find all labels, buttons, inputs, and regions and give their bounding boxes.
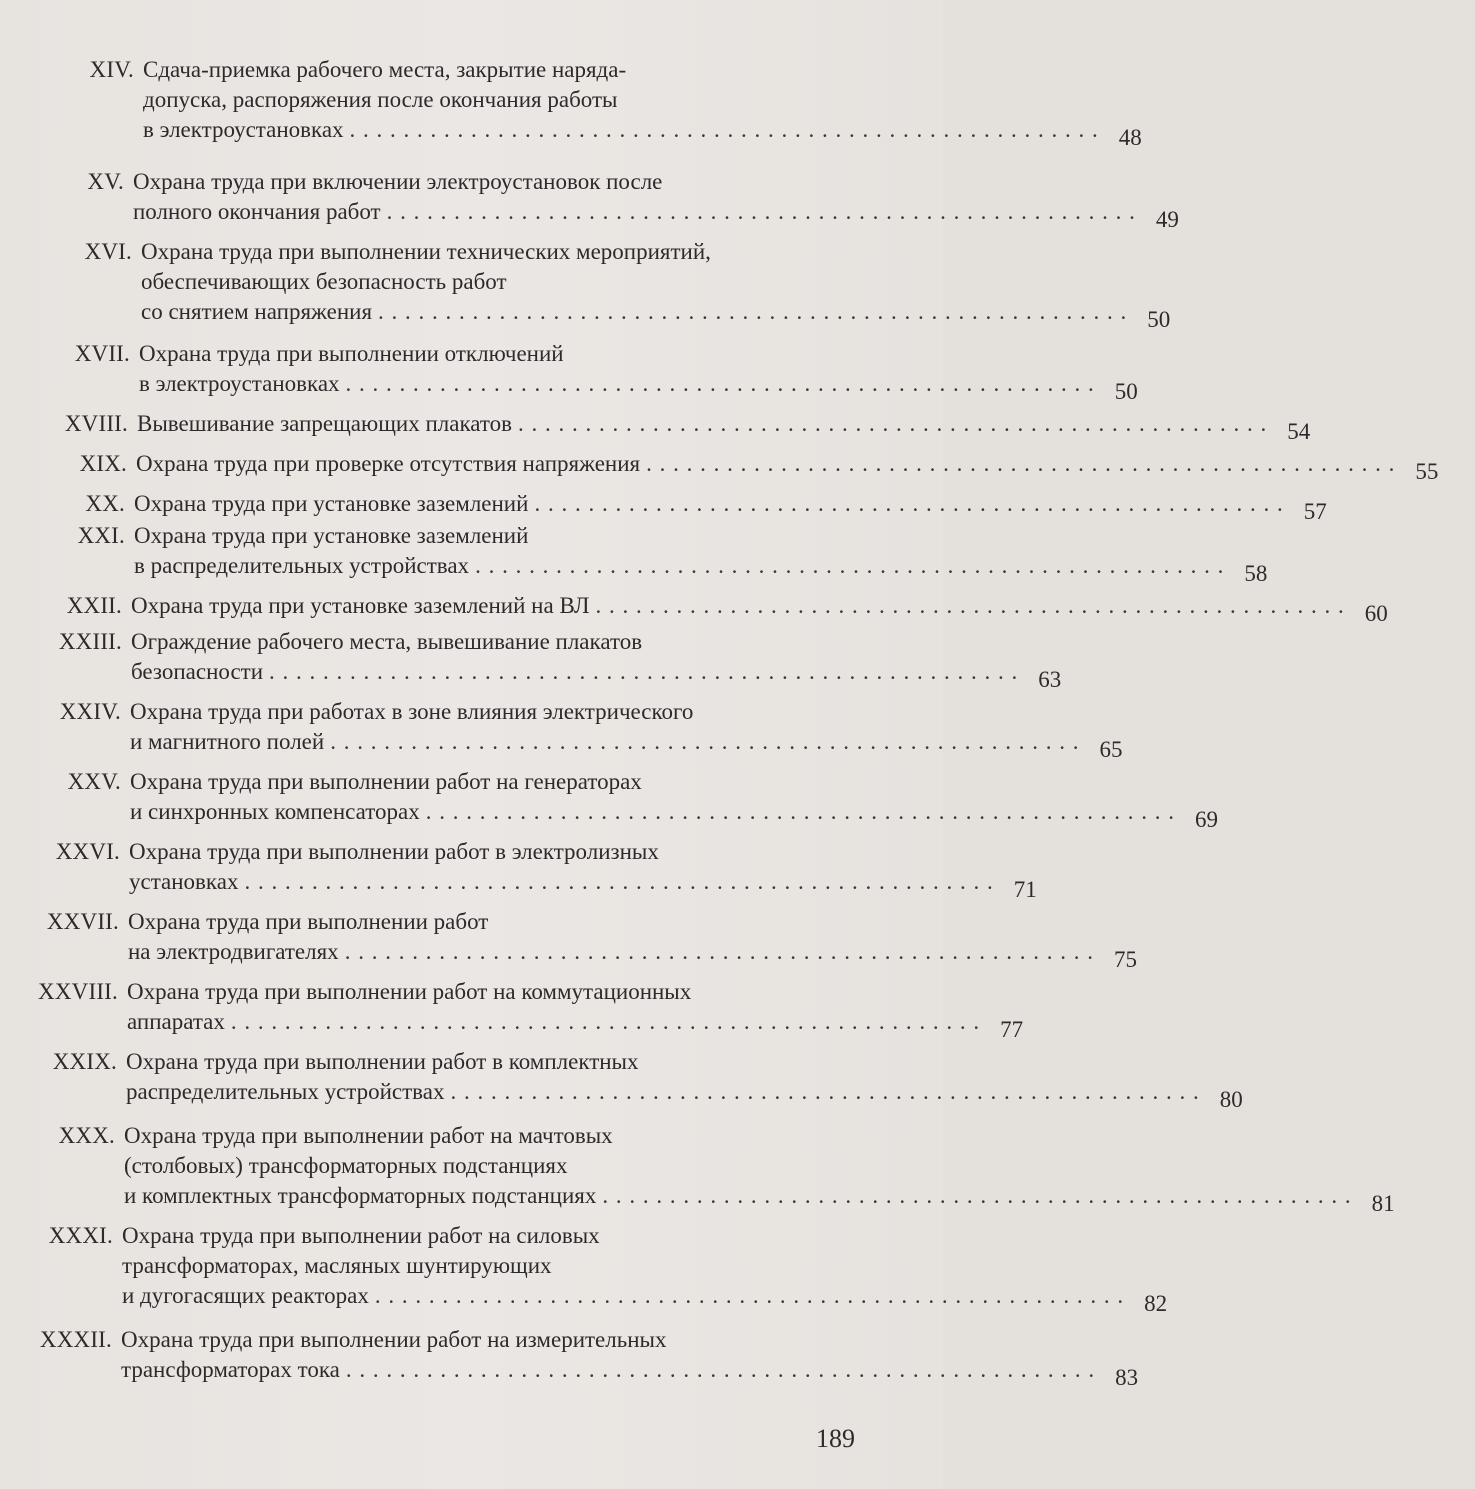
dot-leader <box>339 937 1094 967</box>
toc-entry-title <box>124 1121 1352 1211</box>
toc-entry-title-line: Охрана труда при выполнении работ на силовых <box>122 1223 600 1248</box>
toc-entry-title-line: Сдача-приемка рабочего места, закрытие наряда- <box>143 57 627 82</box>
toc-entry <box>0 767 1218 832</box>
toc-entry-numeral: XXIX. <box>52 1049 117 1074</box>
toc-entry-numeral: XXVII. <box>46 909 119 934</box>
toc-entry-page: 71 <box>1013 877 1037 902</box>
toc-entry-page: 58 <box>1244 561 1268 586</box>
dot-leader <box>590 591 1345 621</box>
toc-entry <box>0 55 1142 150</box>
toc-entry-title-line: Охрана труда при выполнении отключений <box>139 341 564 366</box>
toc-entry-title-line: Охрана труда при выполнении технических мероприятий, <box>141 239 711 264</box>
dot-leader <box>238 867 993 897</box>
toc-entry-title-line: Вывешивание запрещающих плакатов <box>137 411 513 436</box>
toc-entry-page: 81 <box>1371 1191 1395 1216</box>
toc-entry-title-line: со снятием напряжения <box>141 299 373 324</box>
dot-leader <box>444 1077 1199 1107</box>
toc-entry-title-line: Охрана труда при выполнении работ на генераторах <box>130 769 642 794</box>
toc-entry-title <box>121 1325 1095 1385</box>
toc-entry-page: 54 <box>1287 419 1311 444</box>
toc-entry <box>0 837 1037 902</box>
toc-entry-title-line: безопасности <box>131 659 264 684</box>
toc-entry <box>0 1325 1139 1390</box>
toc-entry-page: 69 <box>1194 807 1218 832</box>
toc-entry-numeral: XXV. <box>67 769 121 794</box>
toc-entry <box>0 977 1024 1042</box>
toc-entry-title <box>141 237 1127 327</box>
toc-entry-page: 82 <box>1144 1291 1168 1316</box>
toc-entry-numeral: XVII. <box>74 341 130 366</box>
toc-entry-numeral: XXXII. <box>39 1327 112 1352</box>
toc-entry-title <box>143 55 1099 145</box>
toc-entry-title <box>128 907 1094 967</box>
toc-entry-title-line: Охрана труда при выполнении работ в электролизных <box>129 839 659 864</box>
toc-entry-numeral: XXX. <box>58 1123 115 1148</box>
toc-entry-numeral: XXIV. <box>59 699 121 724</box>
toc-entry <box>0 1221 1168 1316</box>
toc-entry-title-line: трансформаторах, масляных шунтирующих <box>122 1253 552 1278</box>
toc-entry-title-line: в электроустановках <box>139 371 340 396</box>
toc-entry-title-line: в электроустановках <box>143 117 344 142</box>
dot-leader <box>263 657 1018 687</box>
toc-entry-title-line: Охрана труда при включении электроустановок после <box>133 169 663 194</box>
toc-entry-numeral: XIX. <box>79 451 127 476</box>
toc-entry-numeral: XIV. <box>89 57 134 82</box>
toc-entry-page: 63 <box>1038 667 1062 692</box>
toc-entry-page: 65 <box>1099 737 1123 762</box>
toc-entry-title-line: в распределительных устройствах <box>134 553 470 578</box>
dot-leader <box>344 115 1099 145</box>
toc-entry-page: 83 <box>1115 1365 1139 1390</box>
toc-entry <box>0 1047 1243 1112</box>
toc-entry-title-line: на электродвигателях <box>128 939 339 964</box>
toc-entry-title <box>134 521 1224 581</box>
toc-entry <box>0 449 1439 484</box>
toc-entry-numeral: XXIII. <box>58 629 122 654</box>
toc-entry <box>0 409 1311 444</box>
toc-entry-title <box>127 977 980 1037</box>
toc-entry-title <box>131 627 1018 687</box>
toc-entry-title <box>134 489 1284 519</box>
toc-entry-numeral: XV. <box>87 169 124 194</box>
toc-entry-title-line: обеспечивающих безопасность работ <box>141 269 507 294</box>
dot-leader <box>369 1281 1124 1311</box>
toc-entry-title-line: распределительных устройствах <box>126 1079 445 1104</box>
toc-entry-page: 75 <box>1113 947 1137 972</box>
toc-entry-title <box>133 167 1136 227</box>
toc-entry-title-line: полного окончания работ <box>133 199 381 224</box>
toc-entry <box>0 167 1179 232</box>
toc-entry-numeral: XVIII. <box>64 411 128 436</box>
toc-entry-title <box>137 409 1267 439</box>
toc-entry-title-line: Охрана труда при проверке отсутствия напряжения <box>136 451 641 476</box>
toc-entry-title-line: установках <box>129 869 239 894</box>
toc-entry-numeral: XXI. <box>77 523 125 548</box>
dot-leader <box>469 551 1224 581</box>
dot-leader <box>381 197 1136 227</box>
dot-leader <box>340 369 1095 399</box>
toc-entry-title-line: Охрана труда при установке заземлений на ВЛ <box>131 593 590 618</box>
toc-entry <box>0 697 1123 762</box>
toc-entry-numeral: XXII. <box>66 593 122 618</box>
toc-entry-title <box>131 591 1345 621</box>
toc-entry-page: 57 <box>1303 499 1327 524</box>
toc-entry <box>0 237 1171 332</box>
toc-entry-title <box>139 339 1095 399</box>
toc-entry-title-line: Охрана труда при установке заземлений <box>134 491 529 516</box>
toc-entry-title-line: Охрана труда при выполнении работ в комплектных <box>126 1049 639 1074</box>
dot-leader <box>640 449 1395 479</box>
toc-entry-numeral: XXVI. <box>55 839 120 864</box>
toc-entry-title-line: Ограждение рабочего места, вывешивание плакатов <box>131 629 643 654</box>
toc-entry-title-line: (столбовых) трансформаторных подстанциях <box>124 1153 568 1178</box>
toc-entry <box>0 339 1138 404</box>
toc-entry-page: 60 <box>1364 601 1388 626</box>
page-number: 189 <box>816 1424 855 1453</box>
toc-entry-title-line: и синхронных компенсаторах <box>130 799 420 824</box>
dot-leader <box>512 409 1267 439</box>
toc-entry-numeral: XXVIII. <box>38 979 118 1004</box>
toc-entry <box>0 521 1268 586</box>
toc-entry-title-line: трансформаторах тока <box>121 1357 340 1382</box>
toc-entry <box>0 489 1327 524</box>
dot-leader <box>324 727 1079 757</box>
toc-entry-numeral: XXXI. <box>48 1223 113 1248</box>
toc-entry-page: 80 <box>1219 1087 1243 1112</box>
toc-entry-page: 49 <box>1155 207 1179 232</box>
dot-leader <box>528 489 1283 519</box>
toc-entry <box>0 591 1388 626</box>
toc-entry-title <box>136 449 1395 479</box>
toc-entry-title-line: и дугогасящих реакторах <box>122 1283 369 1308</box>
toc-entry-numeral: XX. <box>85 491 125 516</box>
toc-entry-title <box>122 1221 1124 1311</box>
toc-entry-title <box>126 1047 1200 1107</box>
toc-entry-title <box>130 697 1079 757</box>
toc-entry <box>0 627 1062 692</box>
toc-entry <box>0 1121 1395 1216</box>
dot-leader <box>225 1007 980 1037</box>
toc-entry-title <box>130 767 1175 827</box>
toc-entry-page: 50 <box>1147 307 1171 332</box>
toc-entry-title-line: Охрана труда при выполнении работ на мачтовых <box>124 1123 613 1148</box>
dot-leader <box>340 1355 1095 1385</box>
toc-entry-title-line: Охрана труда при выполнении работ на измерительных <box>121 1327 667 1352</box>
toc-entry <box>0 907 1137 972</box>
dot-leader <box>596 1181 1351 1211</box>
toc-entry-title-line: и магнитного полей <box>130 729 325 754</box>
toc-entry-title-line: Охрана труда при установке заземлений <box>134 523 529 548</box>
toc-entry-title <box>129 837 994 897</box>
toc-entry-title-line: Охрана труда при выполнении работ на коммутационных <box>127 979 692 1004</box>
toc-entry-title-line: допуска, распоряжения после окончания работы <box>143 87 618 112</box>
toc-entry-page: 48 <box>1118 125 1142 150</box>
toc-entry-title-line: Охрана труда при выполнении работ <box>128 909 489 934</box>
toc-entry-title-line: аппаратах <box>127 1009 225 1034</box>
toc-entry-numeral: XVI. <box>84 239 132 264</box>
toc-entry-title-line: Охрана труда при работах в зоне влияния электрического <box>130 699 694 724</box>
toc-entry-page: 77 <box>1000 1017 1024 1042</box>
toc-entry-title-line: и комплектных трансформаторных подстанциях <box>124 1183 597 1208</box>
toc-entry-page: 55 <box>1415 459 1439 484</box>
toc-entry-page: 50 <box>1114 379 1138 404</box>
dot-leader <box>420 797 1175 827</box>
dot-leader <box>372 297 1127 327</box>
